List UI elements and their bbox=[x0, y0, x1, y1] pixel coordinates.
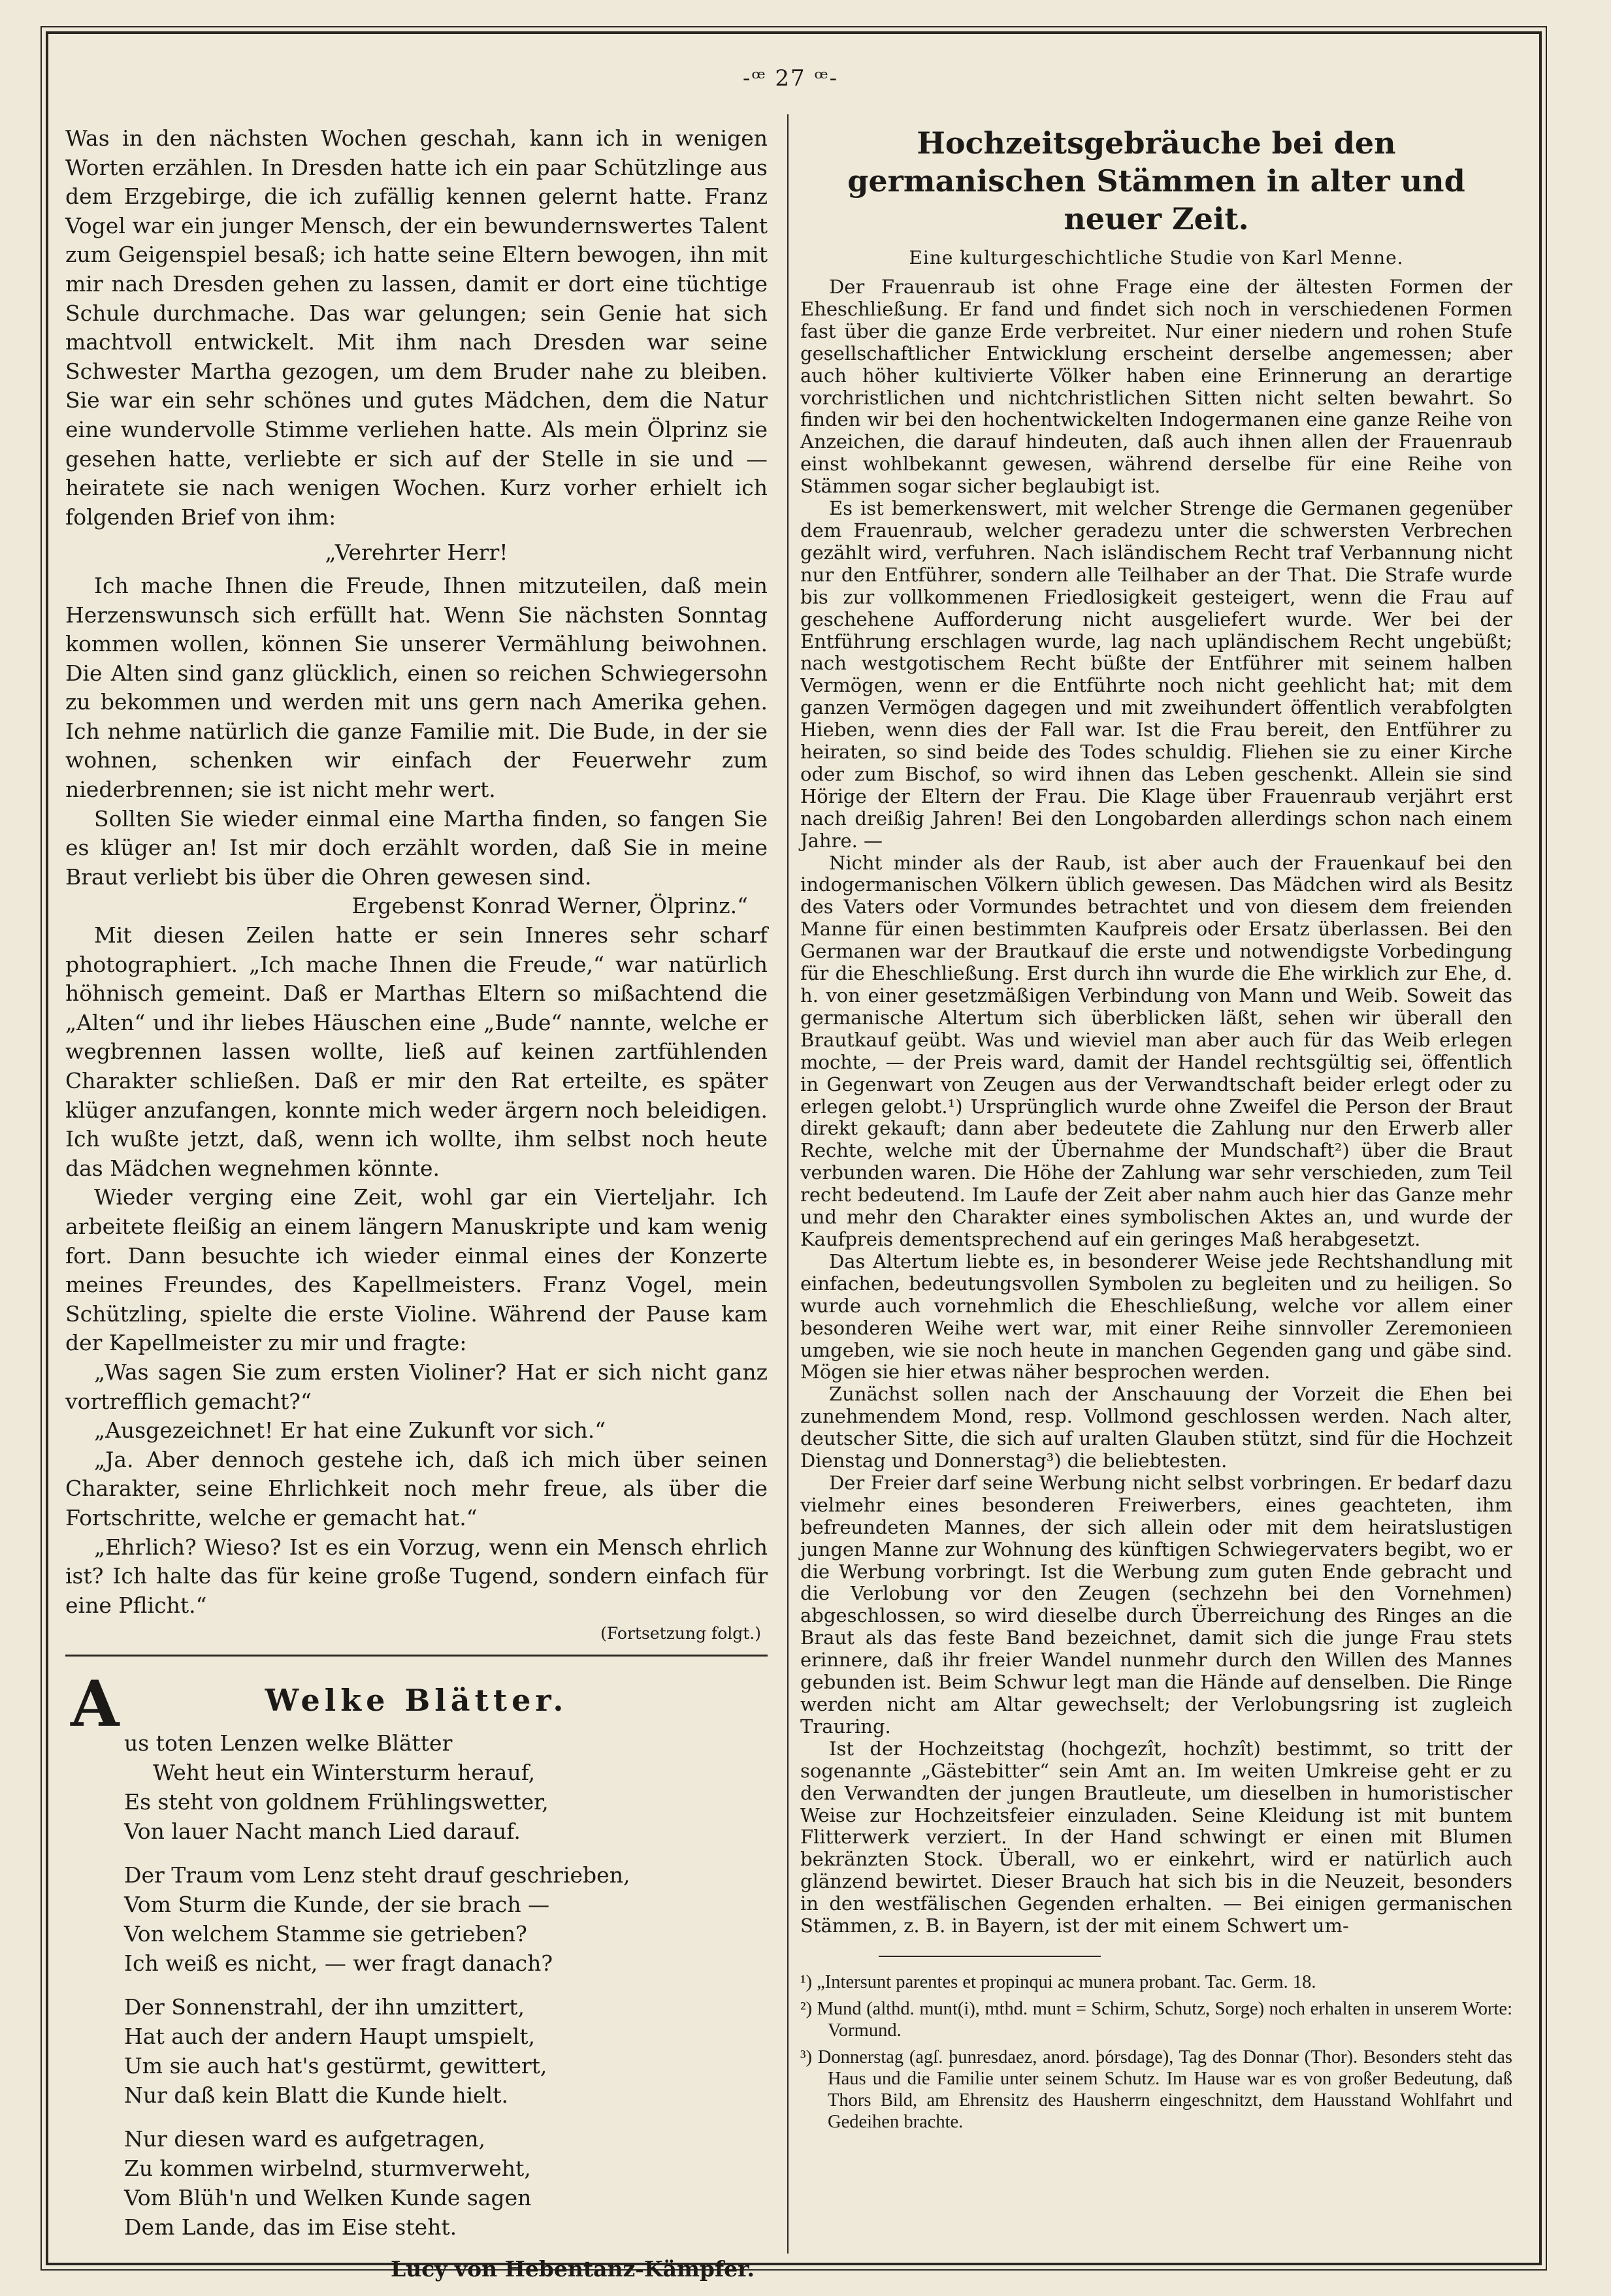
story-paragraph: Was in den nächsten Wochen geschah, kann ich in wenigen Worten erzählen. In Dresden hatte ich ein paar Schützlinge aus dem Erzgebirge, die ich zufällig kennen gelernt hatte. Franz Vogel war ein junger Mensch, der ein bewundernswertes Talent zum Geigenspiel besaß; ich hatte seine Eltern bewogen, ihn mit mir nach Dresden gehen zu lassen, damit er dort eine tüchtige Schule durchmache. Das war gelungen; sein Genie hat sich machtvoll entwickelt. Mit ihm nach Dresden war seine Schwester Martha gezogen, um dem Bruder nahe zu bleiben. Sie war ein sehr schönes und gutes Mädchen, dem die Natur eine wundervolle Stimme verliehen hatte. Als mein Ölprinz sie gesehen hatte, verliebte er sich auf der Stelle in sie und — heiratete sie nach wenigen Wochen. Kurz vorher erhielt ich folgenden Brief von ihm: bbox=[65, 125, 768, 530]
poem-line: Ich weiß es nicht, — wer fragt danach? bbox=[124, 1950, 553, 1977]
letter-paragraph: Ich mache Ihnen die Freude, Ihnen mitzuteilen, daß mein Herzenswunsch sich erfüllt hat. Wenn Sie nächsten Sonntag kommen wollen, können Sie unserer Vermählung beiwohnen. Die Alten sind ganz glücklich, einen so reichen Schwiegersohn zu bekommen und werden mit uns gern nach Amerika gehen. Ich nehme natürlich die ganze Familie mit. Die Bude, in der sie wohnen, schenken wir einfach der Feuerwehr zum niederbrennen; sie ist nicht mehr wert. bbox=[65, 572, 768, 803]
dialogue-line: „Ehrlich? Wieso? Ist es ein Vorzug, wenn ein Mensch ehrlich ist? Ich halte das für keine große Tugend, sondern einfach für eine Pflicht.“ bbox=[65, 1534, 768, 1618]
letter-signature: Ergebenst Konrad Werner, Ölprinz.“ bbox=[351, 893, 748, 919]
article-paragraph: Der Freier darf seine Werbung nicht selbst vorbringen. Er bedarf dazu vielmehr eines besonderen Freiwerbers, eines geachteten, ihm befreundeten Mannes, der sich allein oder mit dem heiratslustigen jungen Manne zur Wohnung des künftigen Schwiegervaters begibt, wo er die Werbung vorbringt. Ist die Werbung zum guten Ende gebracht und die Verlobung vor den Zeugen (sechzehn bei den Vornehmen) abgeschlossen, so wird dieselbe durch Überreichung des Ringes an die Braut als das feste Band bezeichnet, damit sich die junge Frau stets erinnere, daß ihr freier Wandel nunmehr durch den Willen des Mannes gebunden ist. Beim Schwur legt man die Hände auf denselben. Die Ringe werden nicht am Altar gewechselt; der Verlobungsring ist zugleich Trauring. bbox=[800, 1471, 1512, 1738]
story-continuation bbox=[65, 124, 768, 1643]
poem-line: Weht heut ein Wintersturm herauf, bbox=[153, 1760, 536, 1786]
left-column bbox=[65, 124, 768, 2282]
article-paragraph: Ist der Hochzeitstag (hochgezît, hochzît) bestimmt, so tritt der sogenannte „Gästebitter“ sein Amt an. Im weiten Umkreise geht er zu den Verwandten der jungen Brautleute, um dieselben in humoristischer Weise zur Hochzeitsfeier einzuladen. Seine Kleidung ist mit buntem Flitterwerk verziert. In der Hand schwingt er einen mit Blumen bekränzten Stock. Überall, wo er einkehrt, wird er natürlich auch glänzend bewirtet. Dieser Brauch hat sich bis in die Neuzeit, besonders in den westfälischen Gegenden erhalten. — Bei einigen germanischen Stämmen, z. B. in Bayern, ist der mit einem Schwert um- bbox=[800, 1737, 1512, 1937]
poem-line: Nur diesen ward es aufgetragen, bbox=[124, 2126, 485, 2152]
article-paragraph: Das Altertum liebte es, in besonderer Weise jede Rechtshandlung mit einfachen, bedeutungsvollen Symbolen zu begleiten und zu heiligen. So wurde auch vornehmlich die Eheschließung, welche vor allem einer besonderen Weihe wert war, mit einer Reihe sinnvoller Zeremonieen umgeben, wie sie noch heute in manchen Gegenden gang und gäbe sind. Mögen sie hier etwas näher besprochen werden. bbox=[800, 1250, 1512, 1383]
poem-author: Lucy von Hebentanz-Kämpfer. bbox=[390, 2256, 755, 2282]
poem-line: Von welchem Stamme sie getrieben? bbox=[124, 1921, 527, 1947]
poem-stanza bbox=[124, 1860, 768, 1978]
poem-line: Nur daß kein Blatt die Kunde hielt. bbox=[124, 2082, 508, 2109]
footnote-separator bbox=[879, 1956, 1101, 1957]
poem-line: Vom Sturm die Kunde, der sie brach — bbox=[124, 1892, 550, 1918]
poem-line: Von lauer Nacht manch Lied darauf. bbox=[124, 1819, 521, 1845]
article-title: Hochzeitsgebräuche bei den germanischen Stämmen in alter und neuer Zeit. bbox=[847, 125, 1465, 236]
poem-line: Dem Lande, das im Eise steht. bbox=[124, 2214, 457, 2240]
dialogue-line: „Was sagen Sie zum ersten Violiner? Hat er sich nicht ganz vortrefflich gemacht?“ bbox=[65, 1359, 768, 1414]
article-subtitle: Eine kulturgeschichtliche Studie von Karl Menne. bbox=[909, 247, 1404, 268]
article-paragraph: Es ist bemerkenswert, mit welcher Strenge die Germanen gegenüber dem Frauenraub, welcher geradezu unter die schwersten Verbrechen gezählt wird, verfuhren. Nach isländischem Recht traf Verbannung nicht nur den Entführer, sondern alle Teilhaber an der That. Die Strafe wurde bis zur vollkommenen Friedlosigkeit gesteigert, wenn die Frau auf geschehene Aufforderung nicht ausgeliefert wurde. Wer bei der Entführung erschlagen wurde, lag nach upländischem Recht ungebüßt; nach westgotischem Recht büßte der Entführer mit seinem halben Vermögen, wenn er die Entführte noch nicht geehlicht hat; mit dem ganzen Vermögen dagegen und mit zweihundert öffentlich verabfolgten Hieben, wenn dies der Fall war. Ist die Frau bereit, den Entführer zu heiraten, so sind beide des Todes schuldig. Fliehen sie zu einer Kirche oder zum Bischof, so wird ihnen das Leben geschenkt. Allein sie sind Hörige der Eltern der Frau. Die Klage über Frauenraub verjährt erst nach dreißig Jahren! Bei den Longobarden allerdings schon nach einem Jahre. — bbox=[800, 497, 1512, 852]
poem-line: us toten Lenzen welke Blätter bbox=[124, 1730, 453, 1756]
poem-line: Vom Blüh'n und Welken Kunde sagen bbox=[124, 2185, 532, 2211]
poem-drop-cap: A bbox=[71, 1667, 120, 1741]
story-paragraph: Wieder verging eine Zeit, wohl gar ein Vierteljahr. Ich arbeitete fleißig an einem längern Manuskripte und kam wenig fort. Dann besuchte ich wieder einmal eines der Konzerte meines Freundes, des Kapellmeisters. Franz Vogel, mein Schützling, spielte die erste Violine. Während der Pause kam der Kapellmeister zu mir und fragte: bbox=[65, 1184, 768, 1356]
page-number: -ꟹ 27 ꟹ- bbox=[742, 65, 839, 91]
letter-paragraph: Sollten Sie wieder einmal eine Martha finden, so fangen Sie es klüger an! Ist mir doch erzählt worden, daß Sie in meine Braut verliebt bis über die Ohren gewesen sind. bbox=[65, 805, 768, 890]
article-paragraph: Nicht minder als der Raub, ist aber auch der Frauenkauf bei den indogermanischen Völkern üblich gewesen. Das Mädchen wird als Besitz des Vaters oder Vormundes betrachtet und von diesem dem freienden Manne für einen bestimmten Kaufpreis oder Ersatz überlassen. Bei den Germanen war der Brautkauf die erste und notwendigste Vorbedingung für die Eheschließung. Erst durch ihn wurde die Ehe wirklich zur Ehe, d. h. von einer gesetzmäßigen Verbindung von Mann und Weib. Soweit das germanische Altertum sich überblicken läßt, sehen wir überall den Brautkauf geübt. Was und wieviel man aber auch für das Weib erlegen mochte, — der Preis ward, damit der Handel rechtsgültig sei, öffentlich in Gegenwart von Zeugen aus der Verwandtschaft beider erlegt oder zu erlegen gelobt.¹) Ursprünglich wurde ohne Zweifel die Person der Braut direkt gekauft; dann aber bedeutete die Zahlung nur den Erwerb aller Rechte, welche mit der Übernahme der Mundschaft²) über die Braut verbunden waren. Die Höhe der Zahlung war sehr verschieden, zum Teil recht bedeutend. Im Laufe der Zeit aber nahm auch hier das Ganze mehr und mehr den Charakter eines symbolischen Aktes an, und wurde der Kaufpreis dementsprechend auf ein geringes Maß herabgesetzt. bbox=[800, 851, 1512, 1250]
poem-stanza bbox=[124, 2124, 768, 2242]
poem-stanza bbox=[124, 1728, 768, 1846]
section-separator bbox=[65, 1655, 768, 1657]
article-paragraph: Zunächst sollen nach der Anschauung der Vorzeit die Ehen bei zunehmendem Mond, resp. Vollmond geschlossen werden. Nach alter, deutscher Sitte, die sich auf uralten Glauben stützt, sind für die Hochzeit Dienstag und Donnerstag³) die beliebtesten. bbox=[800, 1383, 1512, 1472]
poem-title: Welke Blätter. bbox=[265, 1683, 568, 1719]
poem-line: Um sie auch hat's gestürmt, gewittert, bbox=[124, 2053, 547, 2079]
poem-line: Zu kommen wirbelnd, sturmverweht, bbox=[124, 2156, 531, 2182]
dialogue-line: „Ausgezeichnet! Er hat eine Zukunft vor sich.“ bbox=[94, 1417, 606, 1444]
footnote: ¹) „Intersunt parentes et propinqui ac munera probant. Tac. Germ. 18. bbox=[800, 1971, 1316, 1992]
story-paragraph: Mit diesen Zeilen hatte er sein Inneres sehr scharf photographiert. „Ich mache Ihnen die Freude,“ war natürlich höhnisch gemeint. Daß er Marthas Eltern so mißachtend die „Alten“ und ihr liebes Häuschen eine „Bude“ nannte, welche er wegbrennen lassen wollte, ließ auf keinen zartfühlenden Charakter schließen. Daß er mir den Rat erteilte, es später klüger anzufangen, konnte mich weder ärgern noch beleidigen. Ich wußte jetzt, daß, wenn ich wollte, ihm selbst noch heute das Mädchen wegnehmen könnte. bbox=[65, 922, 768, 1181]
footnote: ³) Donnerstag (agſ. þunresdaez, anord. þórsdage), Tag des Donnar (Thor). Besonders steht das Haus und die Familie unter seinem Schutz. Im Hause war es von großer Bedeutung, daß Thors Bild, am Ehrensitz des Hausherrn eingeschnitzt, dem Hausstand Wohlfahrt und Gedeihen brachte. bbox=[800, 2046, 1512, 2132]
poem-line: Es steht von goldnem Frühlingswetter, bbox=[124, 1789, 549, 1815]
poem-line: Der Sonnenstrahl, der ihn umzittert, bbox=[124, 1994, 525, 2020]
right-column bbox=[800, 124, 1512, 2138]
article-paragraph: Der Frauenraub ist ohne Frage eine der ältesten Formen der Eheschließung. Er fand und findet sich noch in verschiedenen Formen fast über die ganze Erde verbreitet. Nur einer niedern und rohen Stufe gesellschaftlicher Entwicklung erscheint derselbe angemessen; aber auch höher kultivierte Völker haben eine Erinnerung an derartige vorchristlichen und nichtchristlichen Sitten nicht selten bewahrt. So finden wir bei den hochentwickelten Indogermanen eine ganze Reihe von Anzeichen, die darauf hindeuten, daß auch ihnen allen der Frauenraub einst wohlbekannt gewesen, während derselbe für eine Reihe von Stämmen sogar sicher beglaubigt ist. bbox=[800, 276, 1512, 498]
poem-line: Der Traum vom Lenz steht drauf geschrieben, bbox=[124, 1862, 630, 1888]
poem-stanza bbox=[124, 1992, 768, 2110]
dialogue-line: „Ja. Aber dennoch gestehe ich, daß ich mich über seinen Charakter, seine Ehrlichkeit noch mehr freue, als über die Fortschritte, welche er gemacht hat.“ bbox=[65, 1446, 768, 1530]
letter-salutation: „Verehrter Herr! bbox=[325, 540, 508, 566]
poem-line: Hat auch der andern Haupt umspielt, bbox=[124, 2024, 535, 2050]
poem bbox=[65, 1683, 768, 2282]
continuation-note: (Fortsetzung folgt.) bbox=[600, 1624, 761, 1643]
footnote: ²) Mund (althd. munt(i), mthd. munt = Schirm, Schutz, Sorge) noch erhalten in unserem Worte: Vormund. bbox=[800, 1998, 1512, 2041]
column-divider bbox=[787, 114, 789, 2254]
